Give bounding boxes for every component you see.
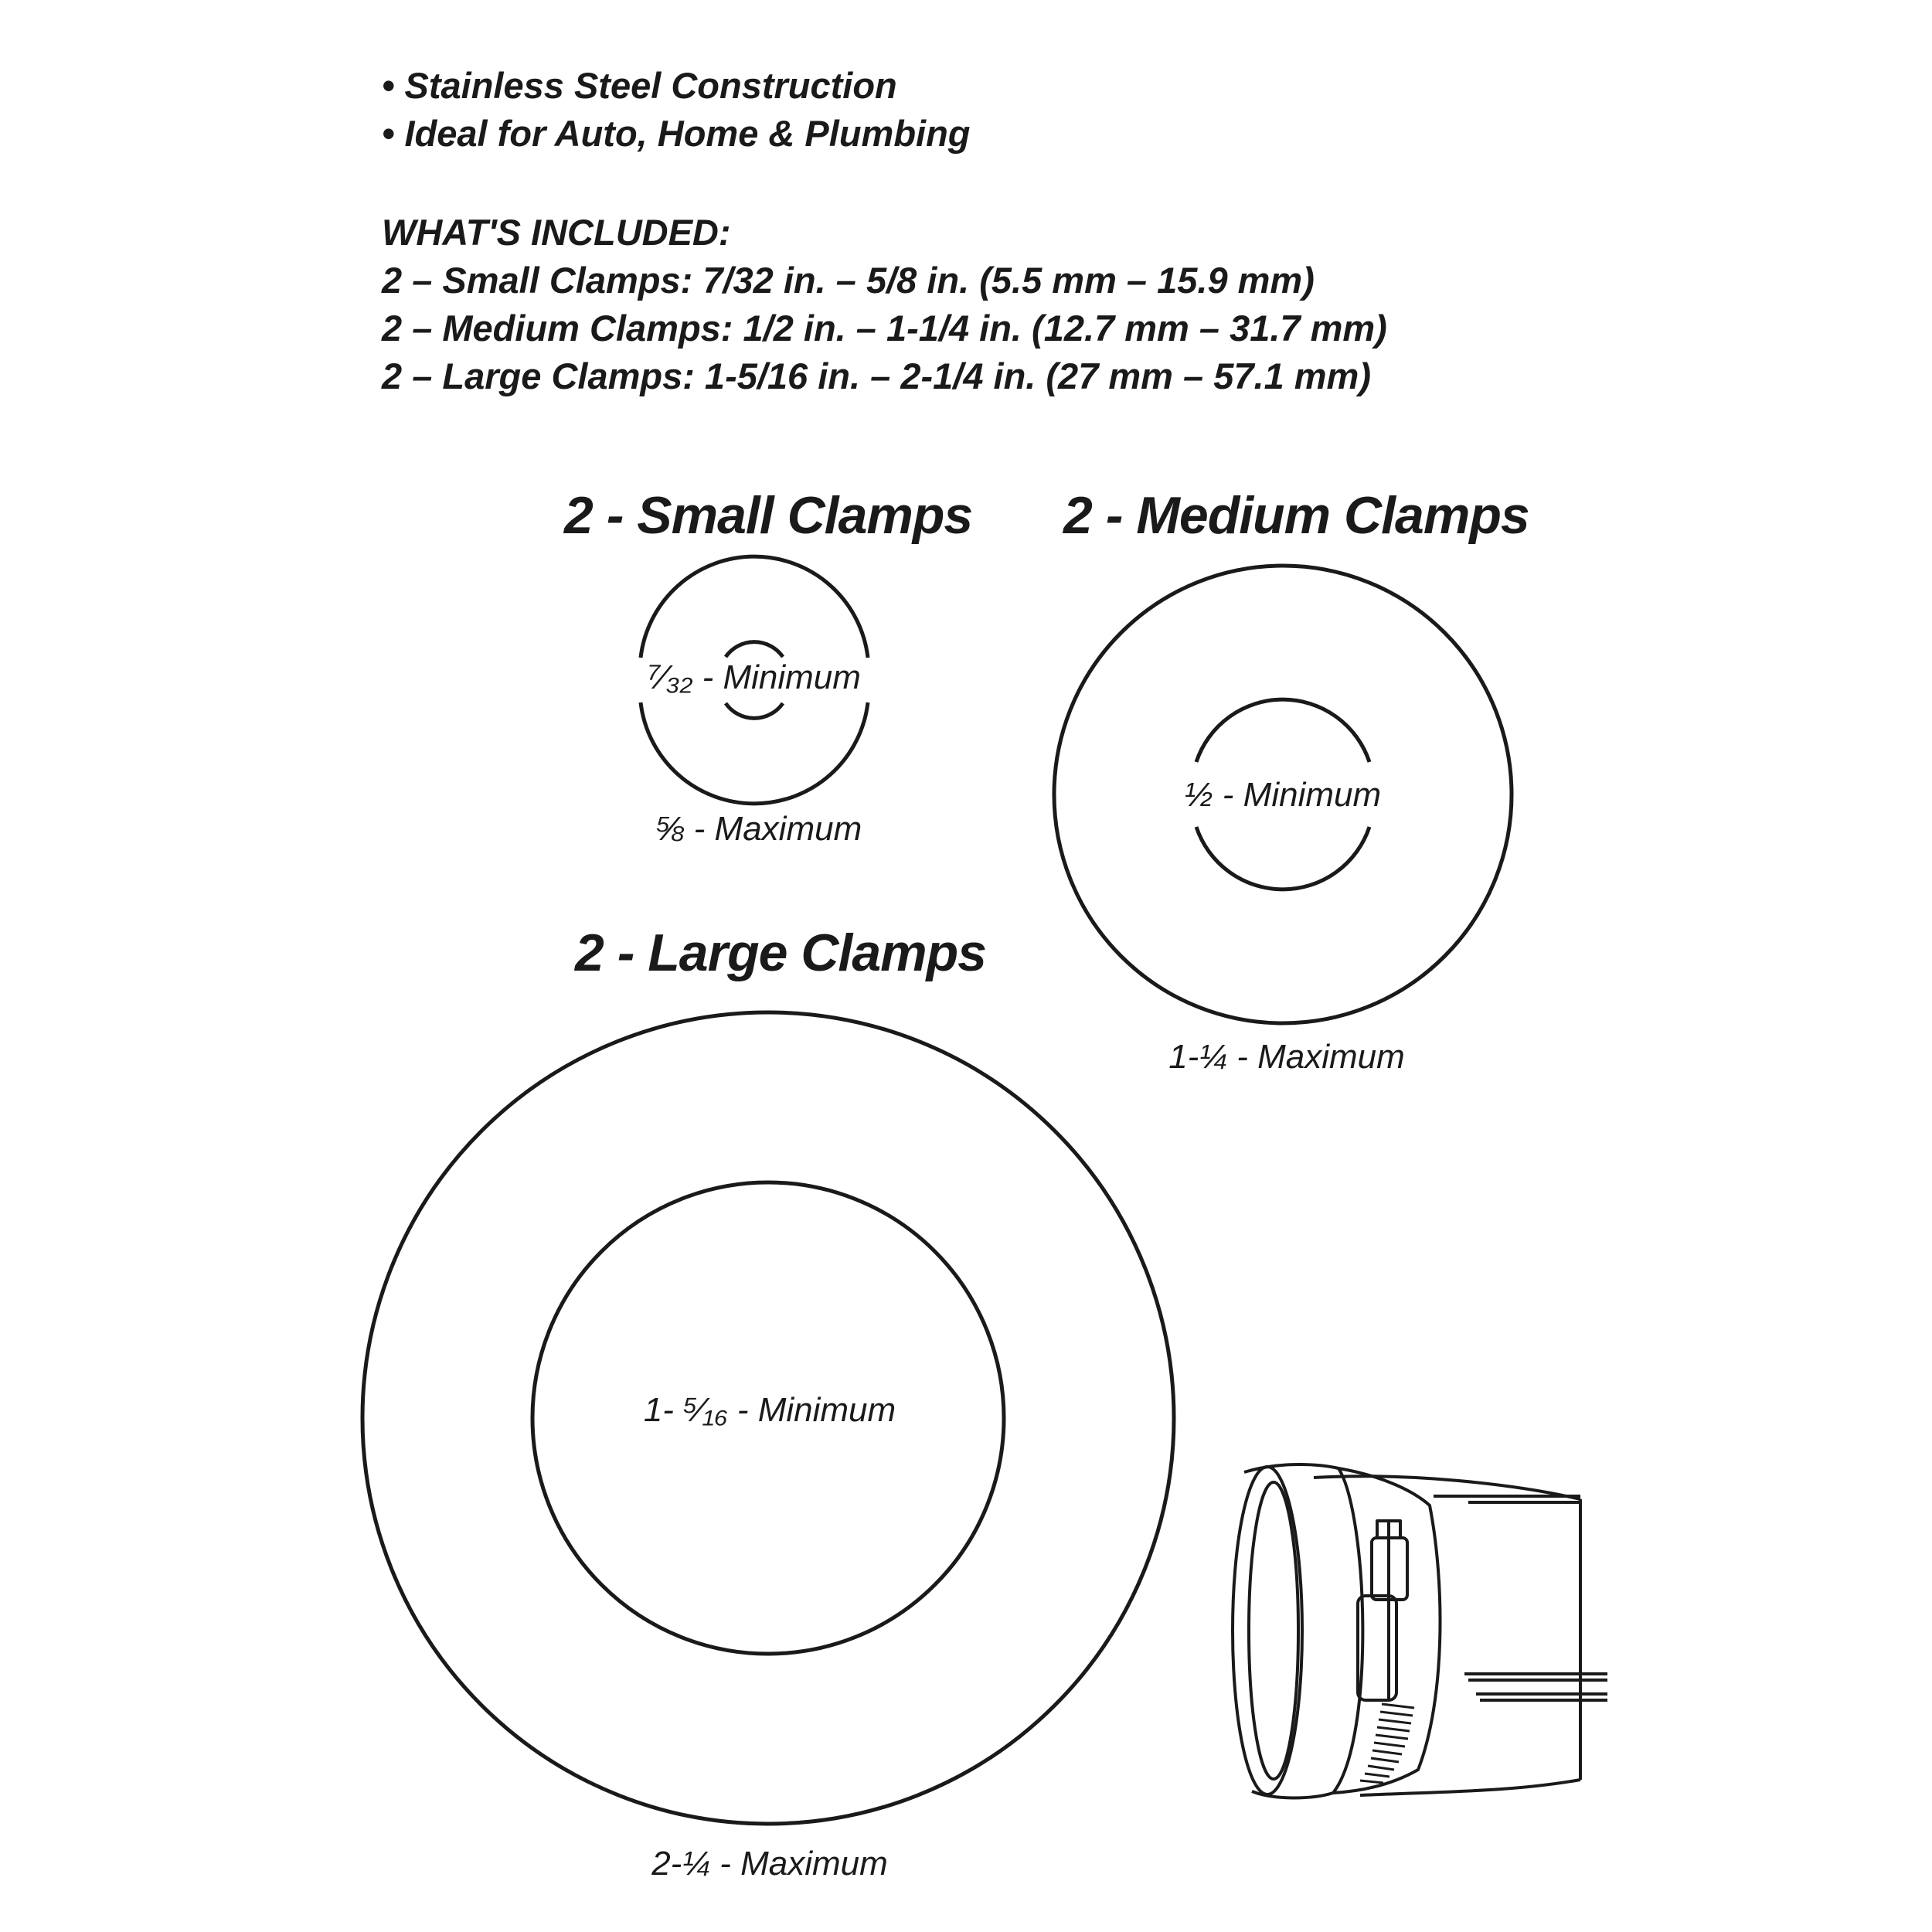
medium-min-circle-top bbox=[1196, 699, 1369, 762]
small-max-label: ⅝ - Maximum bbox=[655, 810, 862, 848]
pipe-opening-outer bbox=[1233, 1467, 1302, 1794]
hose-clamp-illustration bbox=[1233, 1464, 1607, 1798]
whats-included-title: WHAT'S INCLUDED: bbox=[382, 212, 731, 253]
included-item-large: 2 – Large Clamps: 1-5/16 in. – 2-1/4 in. (27 mm – 57.1 mm) bbox=[382, 355, 1371, 396]
large-max-label: 2-¼ - Maximum bbox=[651, 1845, 888, 1883]
pipe-opening-inner bbox=[1249, 1482, 1298, 1779]
medium-min-label: ½ - Minimum bbox=[1184, 776, 1382, 814]
medium-max-label: 1-¼ - Maximum bbox=[1168, 1038, 1405, 1076]
small-min-label: ⁷⁄₃₂ - Minimum bbox=[648, 658, 861, 696]
band-perforations bbox=[1360, 1704, 1414, 1783]
medium-min-circle-bottom bbox=[1196, 827, 1369, 889]
included-item-small: 2 – Small Clamps: 7/32 in. – 5/8 in. (5.5 mm – 15.9 mm) bbox=[382, 260, 1315, 301]
small-clamps-heading: 2 - Small Clamps bbox=[564, 486, 973, 545]
included-item-medium: 2 – Medium Clamps: 1/2 in. – 1-1/4 in. (12.7 mm – 31.7 mm) bbox=[382, 308, 1387, 349]
small-min-circle-bottom bbox=[726, 703, 783, 718]
feature-item: • Ideal for Auto, Home & Plumbing bbox=[382, 113, 971, 154]
medium-clamps-heading: 2 - Medium Clamps bbox=[1063, 486, 1529, 545]
large-min-label: 1- ⁵⁄₁₆ - Minimum bbox=[643, 1391, 896, 1429]
large-clamps-heading: 2 - Large Clamps bbox=[575, 923, 986, 982]
feature-item: • Stainless Steel Construction bbox=[382, 65, 897, 106]
small-min-circle-top bbox=[726, 642, 783, 657]
